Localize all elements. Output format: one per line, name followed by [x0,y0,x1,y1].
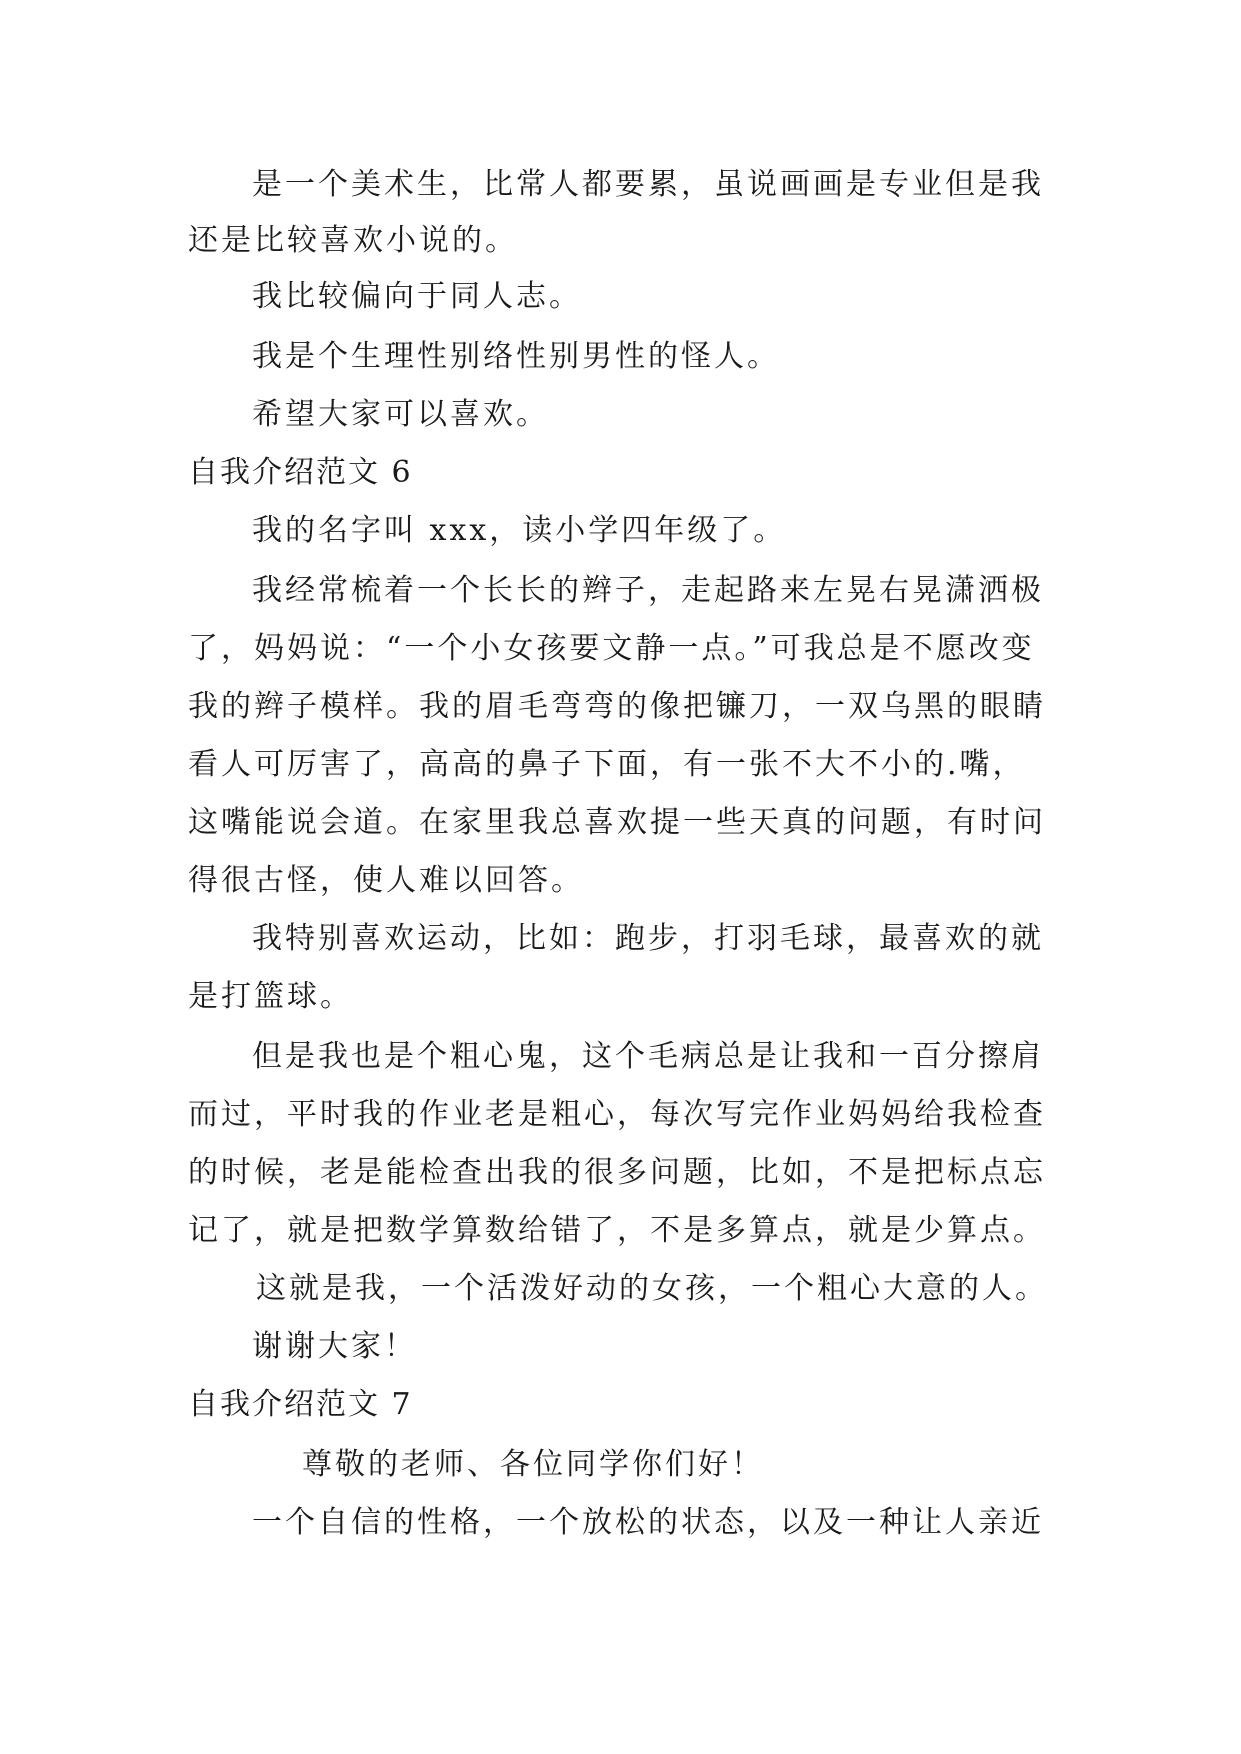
section-heading: 自我介绍范文 6 [188,455,413,490]
paragraph-line: 我的名字叫 xxx，读小学四年级了。 [252,513,787,548]
paragraph-line: 记了，就是把数学算数给错了，不是多算点，就是少算点。 [188,1213,1046,1248]
section-heading: 自我介绍范文 7 [188,1387,413,1422]
paragraph-line: 希望大家可以喜欢。 [252,397,549,432]
paragraph-line: 这就是我，一个活泼好动的女孩，一个粗心大意的人。 [256,1271,1048,1306]
paragraph-line: 的时候，老是能检查出我的很多问题，比如，不是把标点忘 [188,1155,1046,1190]
paragraph-line: 得很古怪，使人难以回答。 [188,863,584,898]
paragraph-line: 而过，平时我的作业老是粗心，每次写完作业妈妈给我检查 [188,1097,1046,1132]
paragraph-line: 看人可厉害了，高高的鼻子下面，有一张不大不小的.嘴， [188,747,1026,782]
paragraph-line: 了，妈妈说：“一个小女孩要文静一点。”可我总是不愿改变 [188,631,1035,666]
paragraph-line: 尊敬的老师、各位同学你们好！ [302,1447,764,1482]
paragraph-line: 我经常梳着一个长长的辫子，走起路来左晃右晃潇洒极 [252,573,1044,608]
paragraph-line: 这嘴能说会道。在家里我总喜欢提一些天真的问题，有时问 [188,805,1046,840]
paragraph-line: 是打篮球。 [188,979,353,1014]
paragraph-line: 我特别喜欢运动，比如：跑步，打羽毛球，最喜欢的就 [252,921,1044,956]
paragraph-line: 是一个美术生，比常人都要累，虽说画画是专业但是我 [252,167,1044,202]
paragraph-line: 还是比较喜欢小说的。 [188,223,518,258]
paragraph-line: 但是我也是个粗心鬼，这个毛病总是让我和一百分擦肩 [252,1039,1044,1074]
paragraph-line: 谢谢大家！ [252,1329,417,1364]
paragraph-line: 我比较偏向于同人志。 [252,279,582,314]
paragraph-line: 一个自信的性格，一个放松的状态，以及一种让人亲近 [252,1505,1044,1540]
paragraph-line: 我是个生理性别络性别男性的怪人。 [252,339,780,374]
paragraph-line: 我的辫子模样。我的眉毛弯弯的像把镰刀，一双乌黑的眼睛 [188,689,1046,724]
